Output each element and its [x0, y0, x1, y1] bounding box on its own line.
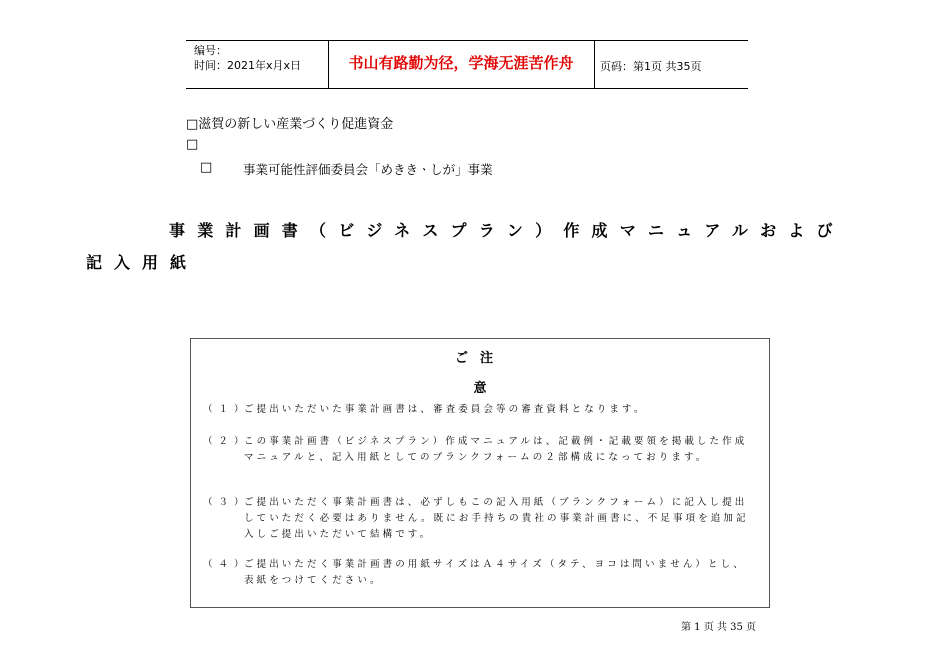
paragraph-number: （１）	[203, 404, 250, 415]
number-label: 编号：	[194, 44, 227, 57]
paragraph-number: （４）	[203, 559, 250, 570]
header-divider	[328, 40, 329, 88]
doc-title-line2: 記入用紙	[86, 253, 199, 272]
paragraph-text: この事業計画書（ビジネスプラン）作成マニュアルは、記載例・記載要領を掲載した作成マニュアルと、記入用紙としてのブランクフォームの２部構成になっております。	[244, 436, 748, 463]
doc-title-line1: 事業計画書（ビジネスプラン）作成マニュアルおよび	[169, 221, 845, 240]
page-footer: 第 1 页 共 35 页	[681, 622, 756, 633]
item-line: □滋賀の新しい産業づくり促進資金	[186, 117, 394, 132]
notice-paragraph	[203, 557, 767, 589]
paragraph-text: ご提出いただいた事業計画書は、審査委員会等の審査資料となります。	[244, 404, 647, 415]
paragraph-number: （２）	[203, 436, 250, 447]
header-top-rule	[186, 40, 748, 41]
page-code: 页码：第1页 共35页	[600, 60, 702, 73]
time-label: 时间：2021年x月x日	[194, 59, 302, 72]
paragraph-text: ご提出いただく事業計画書の用紙サイズはＡ４サイズ（タテ、ヨコは問いません）とし、 表紙をつけてください。	[244, 559, 767, 586]
paragraph-number: （３）	[203, 497, 250, 508]
notice-heading: 意	[473, 381, 487, 396]
paragraph-text: ご提出いただく事業計画書は、必ずしもこの記入用紙（ブランクフォーム）に記入し提出していただく必要はありません。既にお手持ちの貴社の事業計画書に、不足事項を追加記入しご提出いただいて結構です。	[244, 497, 749, 540]
notice-heading: ご注	[454, 351, 505, 366]
notice-paragraph	[203, 402, 759, 418]
item-checkbox: □	[200, 160, 213, 175]
item-line: 事業可能性評価委員会「めききㆍしが」事業	[243, 162, 493, 177]
motto: 书山有路勤为径，学海无涯苦作舟	[348, 54, 574, 72]
notice-paragraph	[203, 495, 759, 543]
item-line: □	[186, 137, 199, 152]
notice-paragraph	[203, 434, 759, 466]
notice-box	[190, 338, 770, 608]
header-bottom-rule	[186, 88, 748, 89]
header-meta	[194, 43, 301, 73]
header-divider	[594, 40, 595, 88]
